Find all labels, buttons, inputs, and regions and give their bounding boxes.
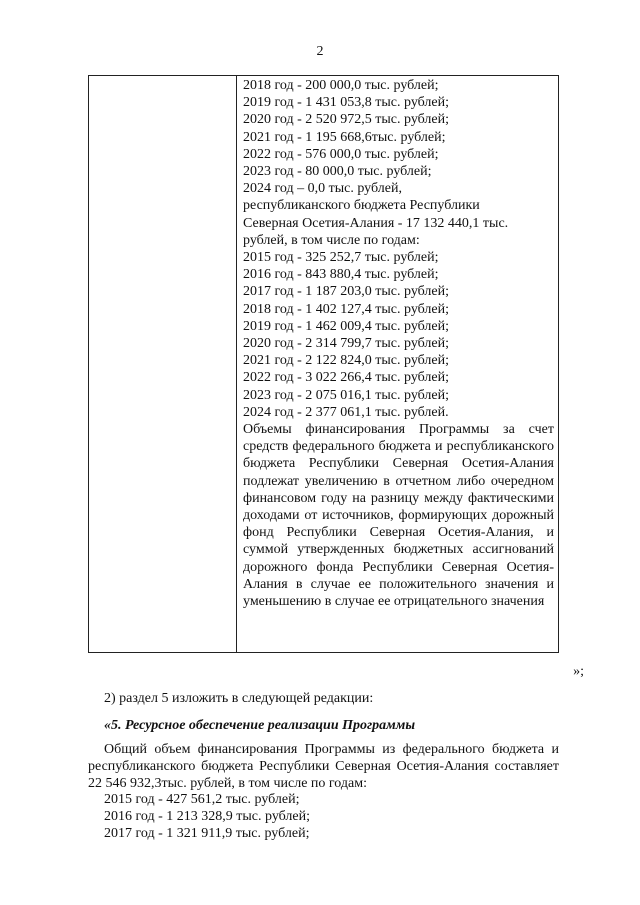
- funding-line: 2018 год - 200 000,0 тыс. рублей;: [243, 78, 439, 93]
- year-funding-list: [104, 791, 575, 842]
- page-number: 2: [316, 44, 324, 59]
- funding-line: 2016 год - 843 880,4 тыс. рублей;: [243, 267, 439, 283]
- funding-line: 2021 год - 2 122 824,0 тыс. рублей;: [243, 353, 450, 369]
- funding-line: 2023 год - 80 000,0 тыс. рублей;: [243, 164, 432, 180]
- funding-note-paragraph: Объемы финансирования Программы за счет средств федерального бюджета и республиканского бюджета Республики Северная Осетия-Алания подлежат увеличению в отчетном либо очередном финансовом году на разницу между фактическими доходами от источников, формирующих дорожный фонд Республики Северная Осетия-Алания, и суммой утвержденных бюджетных ассигнований дорожного фонда Республики Северная Осетия-Алания в случае ее положительного значения и уменьшению в случае ее отрицательного значения: [243, 422, 554, 610]
- funding-line: 2022 год - 576 000,0 тыс. рублей;: [243, 146, 439, 162]
- funding-line: Северная Осетия-Алания - 17 132 440,1 тыс.: [243, 215, 509, 231]
- funding-table: [88, 75, 559, 653]
- funding-lines: [243, 77, 554, 421]
- table-left-cell: [89, 76, 237, 652]
- funding-line: 2017 год - 1 187 203,0 тыс. рублей;: [243, 284, 450, 300]
- table-right-cell: [238, 76, 558, 652]
- funding-line: 2019 год - 1 431 053,8 тыс. рублей;: [243, 95, 450, 111]
- year-funding-line: 2016 год - 1 213 328,9 тыс. рублей;: [104, 809, 311, 824]
- amendment-item-2: 2) раздел 5 изложить в следующей редакции:: [104, 691, 374, 706]
- year-funding-line: 2017 год - 1 321 911,9 тыс. рублей;: [104, 826, 310, 841]
- funding-line: 2018 год - 1 402 127,4 тыс. рублей;: [243, 301, 450, 317]
- year-funding-line: 2015 год - 427 561,2 тыс. рублей;: [104, 792, 300, 807]
- funding-line: 2024 год - 2 377 061,1 тыс. рублей.: [243, 404, 449, 420]
- funding-line: 2022 год - 3 022 266,4 тыс. рублей;: [243, 370, 450, 386]
- funding-line: 2023 год - 2 075 016,1 тыс. рублей;: [243, 387, 450, 403]
- total-funding-paragraph: Общий объем финансирования Программы из федерального бюджета и республиканского бюджета Республики Северная Осетия-Алания составляет 22 546 932,3тыс. рублей, в том числе по годам:: [88, 742, 559, 791]
- funding-line: 2015 год - 325 252,7 тыс. рублей;: [243, 250, 439, 266]
- funding-line: 2019 год - 1 462 009,4 тыс. рублей;: [243, 318, 450, 334]
- funding-line: 2021 год - 1 195 668,6тыс. рублей;: [243, 129, 446, 145]
- section-heading: «5. Ресурсное обеспечение реализации Программы: [104, 718, 416, 733]
- funding-line: 2020 год - 2 314 799,7 тыс. рублей;: [243, 336, 450, 352]
- funding-line: республиканского бюджета Республики: [243, 198, 480, 214]
- closing-quote-mark: »;: [573, 664, 584, 679]
- funding-line: рублей, в том числе по годам:: [243, 232, 420, 248]
- funding-line: 2020 год - 2 520 972,5 тыс. рублей;: [243, 112, 450, 128]
- funding-line: 2024 год – 0,0 тыс. рублей,: [243, 181, 402, 197]
